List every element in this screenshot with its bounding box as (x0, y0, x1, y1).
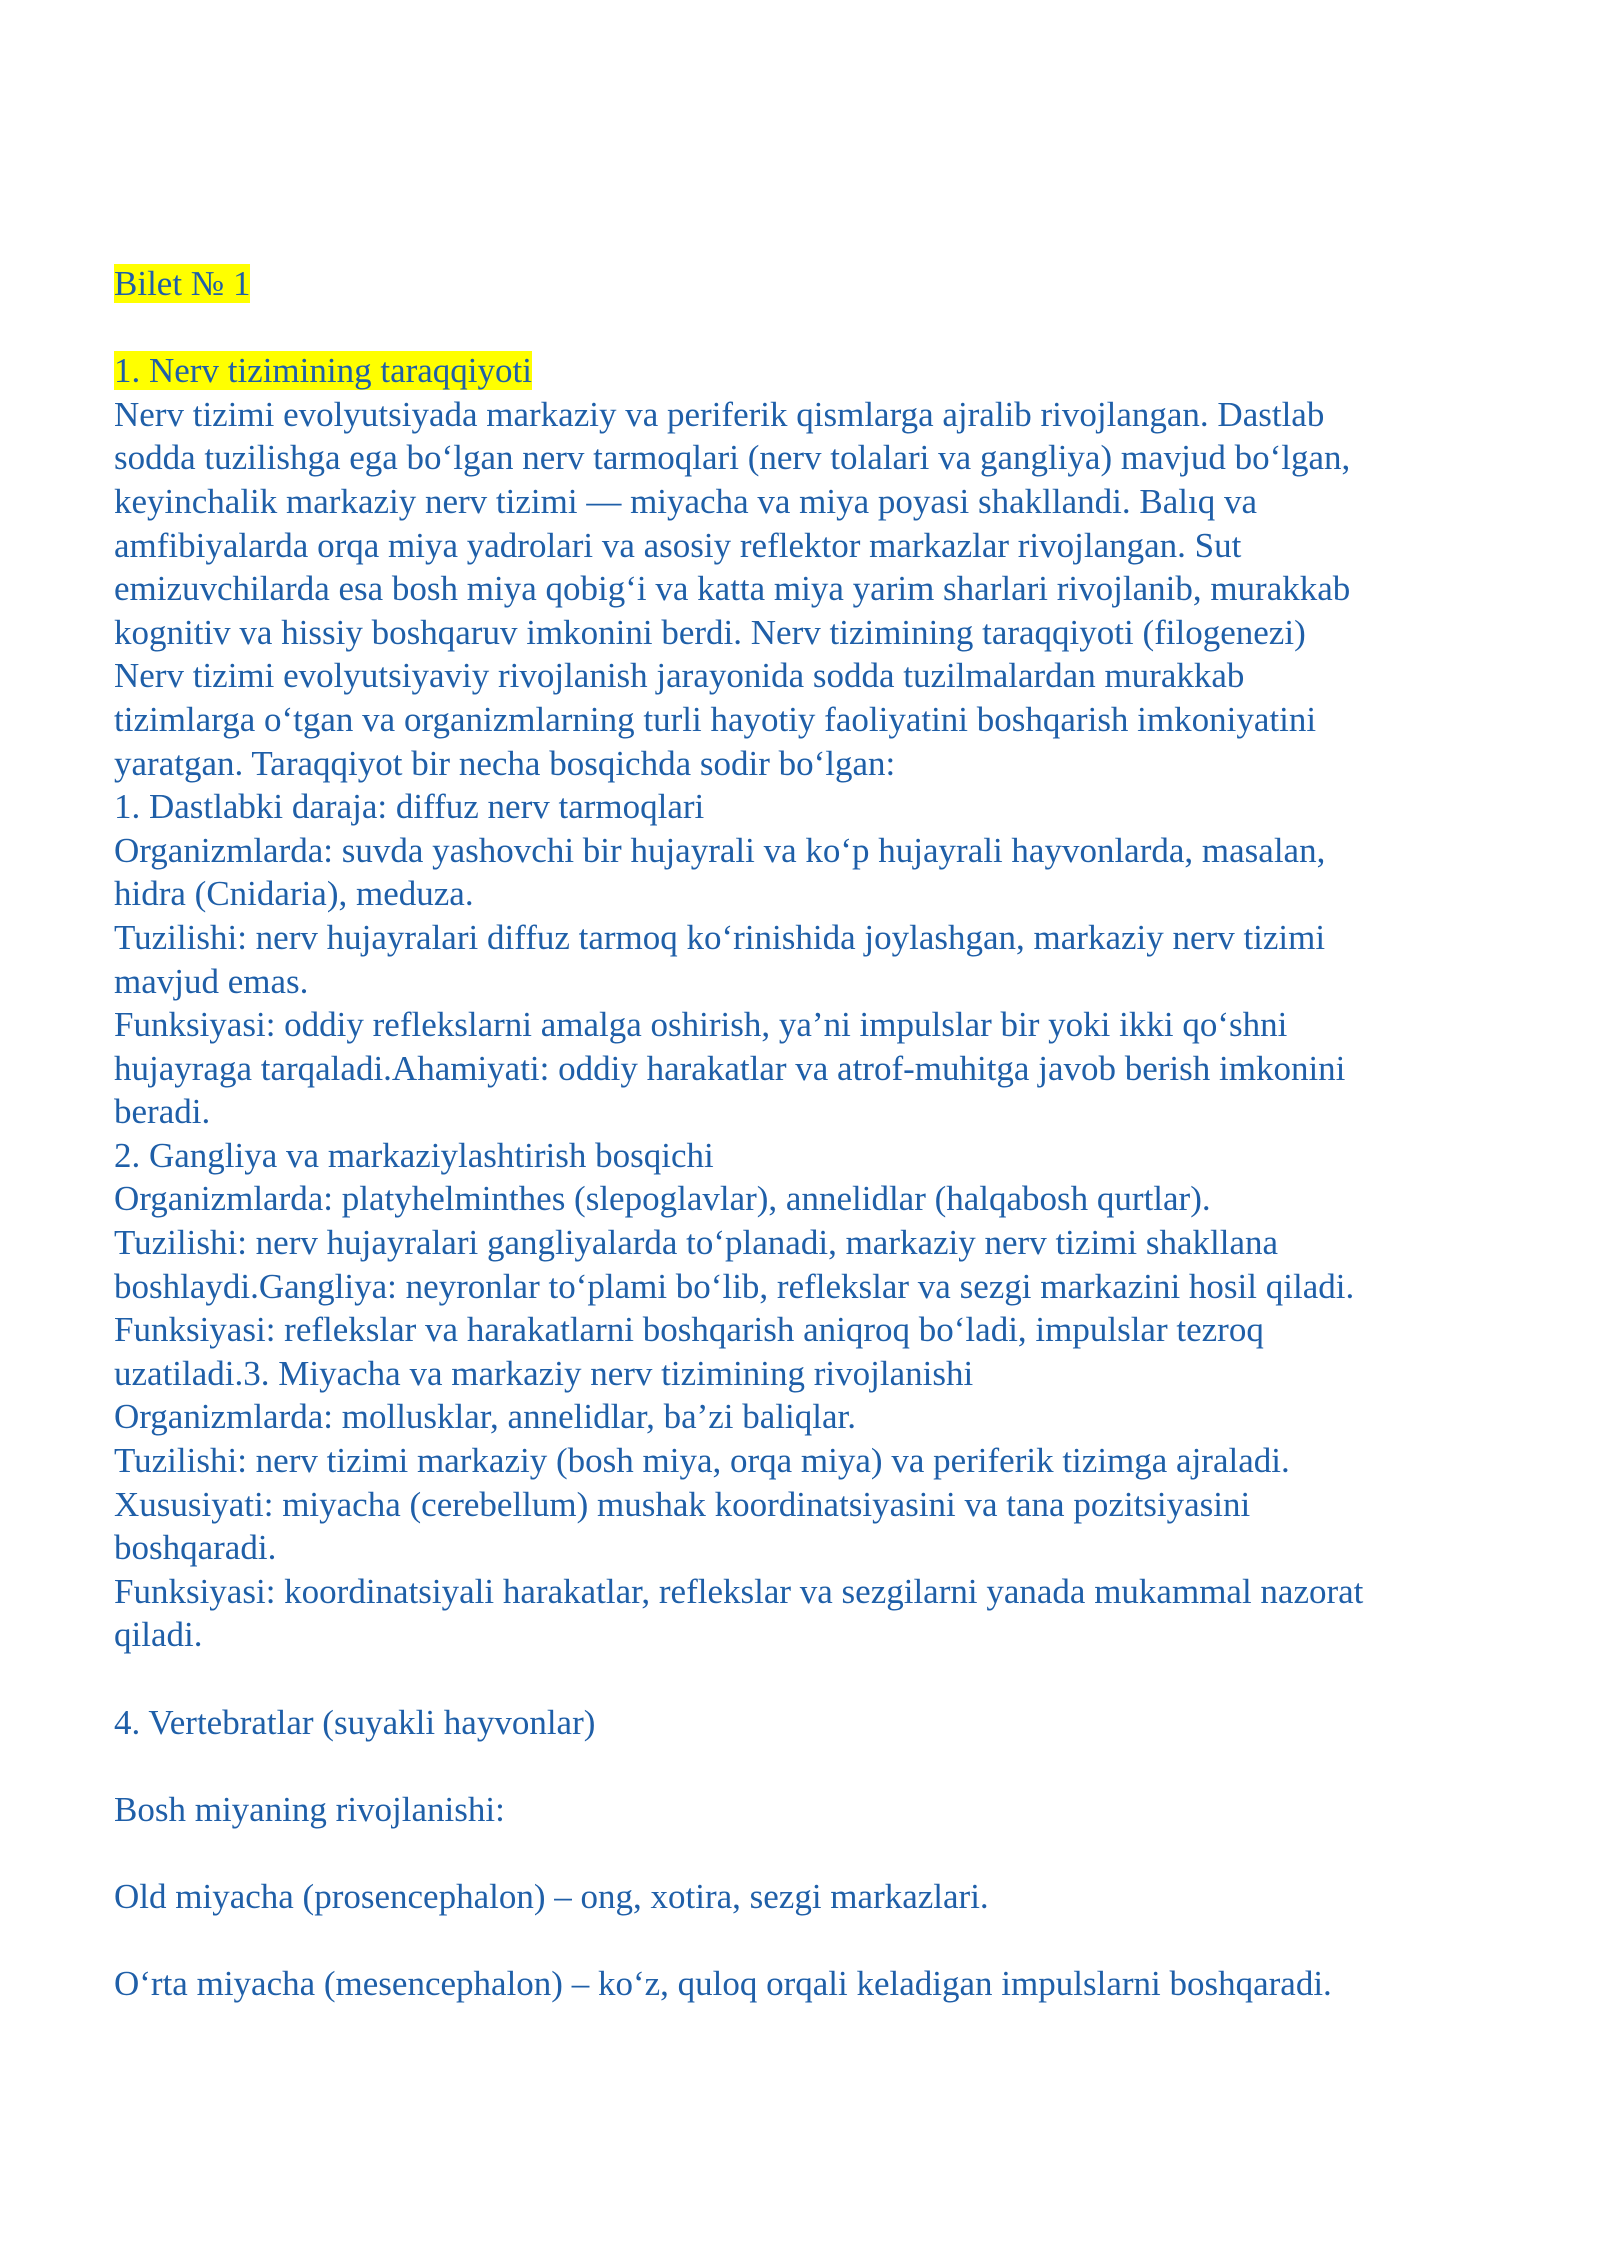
body-line: Funksiyasi: reflekslar va harakatlarni boshqarish aniqroq boʻladi, impulslar tezroq (114, 1310, 1264, 1350)
section-heading-line (114, 349, 1534, 393)
section-heading: 1. Nerv tizimining taraqqiyoti (114, 351, 532, 391)
body-line: amfibiyalarda orqa miya yadrolari va asosiy reflektor markazlar rivojlangan. Sut (114, 525, 1242, 565)
body-line: Nerv tizimi evolyutsiyada markaziy va periferik qismlarga ajralib rivojlangan. Dastlab (114, 394, 1325, 434)
document-page (114, 262, 1534, 2006)
body-line: Organizmlarda: suvda yashovchi bir hujayrali va koʻp hujayrali hayvonlarda, masalan, (114, 830, 1326, 870)
body-line: keyinchalik markaziy nerv tizimi — miyacha va miya poyasi shakllandi. Balıq va (114, 481, 1258, 521)
body-line: beradi. (114, 1092, 211, 1132)
body-line: 2. Gangliya va markaziylashtirish bosqichi (114, 1135, 714, 1175)
body-line: Organizmlarda: platyhelminthes (slepoglavlar), annelidlar (halqabosh qurtlar). (114, 1179, 1211, 1219)
ticket-title: Bilet № 1 (114, 264, 251, 303)
body-line: sodda tuzilishga ega boʻlgan nerv tarmoqlari (nerv tolalari va gangliya) mavjud boʻlgan, (114, 438, 1351, 478)
body-line: 1. Dastlabki daraja: diffuz nerv tarmoqlari (114, 787, 705, 827)
body-line: Xususiyati: miyacha (cerebellum) mushak koordinatsiyasini va tana pozitsiyasini (114, 1484, 1251, 1524)
vertebrates-heading: 4. Vertebratlar (suyakli hayvonlar) (114, 1702, 596, 1742)
body-line: emizuvchilarda esa bosh miya qobigʻi va katta miya yarim sharlari rivojlanib, murakkab (114, 569, 1351, 609)
body-line: Tuzilishi: nerv hujayralari gangliyalarda toʻplanadi, markaziy nerv tizimi shakllana (114, 1223, 1279, 1263)
body-line: Funksiyasi: oddiy reflekslarni amalga oshirish, ya’ni impulslar bir yoki ikki qoʻshni (114, 1005, 1288, 1045)
blank-line (114, 1657, 1534, 1701)
forebrain-line: Old miyacha (prosencephalon) – ong, xotira, sezgi markazlari. (114, 1876, 989, 1916)
midbrain-line: Oʻrta miyacha (mesencephalon) – koʻz, quloq orqali keladigan impulslarni boshqaradi. (114, 1964, 1332, 2004)
body-line: yaratgan. Taraqqiyot bir necha bosqichda sodir boʻlgan: (114, 743, 896, 783)
body-line: Tuzilishi: nerv hujayralari diffuz tarmoq koʻrinishida joylashgan, markaziy nerv tizimi (114, 917, 1326, 957)
brain-development-heading: Bosh miyaning rivojlanishi: (114, 1789, 505, 1829)
blank-line (114, 306, 1534, 350)
blank-line (114, 1919, 1534, 1963)
body-line: hidra (Cnidaria), meduza. (114, 874, 474, 914)
body-line: boshqaradi. (114, 1528, 277, 1568)
body-line: hujayraga tarqaladi.Ahamiyati: oddiy harakatlar va atrof-muhitga javob berish imkonini (114, 1048, 1346, 1088)
blank-line (114, 1744, 1534, 1788)
body-line: mavjud emas. (114, 961, 309, 1001)
body-line: uzatiladi.3. Miyacha va markaziy nerv tizimining rivojlanishi (114, 1353, 974, 1393)
body-line: qiladi. (114, 1615, 203, 1655)
body-line: Nerv tizimi evolyutsiyaviy rivojlanish jarayonida sodda tuzilmalardan murakkab (114, 656, 1245, 696)
body-line: kognitiv va hissiy boshqaruv imkonini berdi. Nerv tizimining taraqqiyoti (filogenezi) (114, 612, 1306, 652)
blank-line (114, 1831, 1534, 1875)
body-line: Funksiyasi: koordinatsiyali harakatlar, reflekslar va sezgilarni yanada mukammal nazorat (114, 1571, 1364, 1611)
body-line: tizimlarga oʻtgan va organizmlarning turli hayotiy faoliyatini boshqarish imkoniyatini (114, 699, 1317, 739)
body-line: boshlaydi.Gangliya: neyronlar toʻplami boʻlib, reflekslar va sezgi markazini hosil qiladi. (114, 1266, 1355, 1306)
body-line: Tuzilishi: nerv tizimi markaziy (bosh miya, orqa miya) va periferik tizimga ajraladi. (114, 1441, 1290, 1481)
body-line: Organizmlarda: mollusklar, annelidlar, ba’zi baliqlar. (114, 1397, 856, 1437)
ticket-title-line (114, 262, 1534, 306)
